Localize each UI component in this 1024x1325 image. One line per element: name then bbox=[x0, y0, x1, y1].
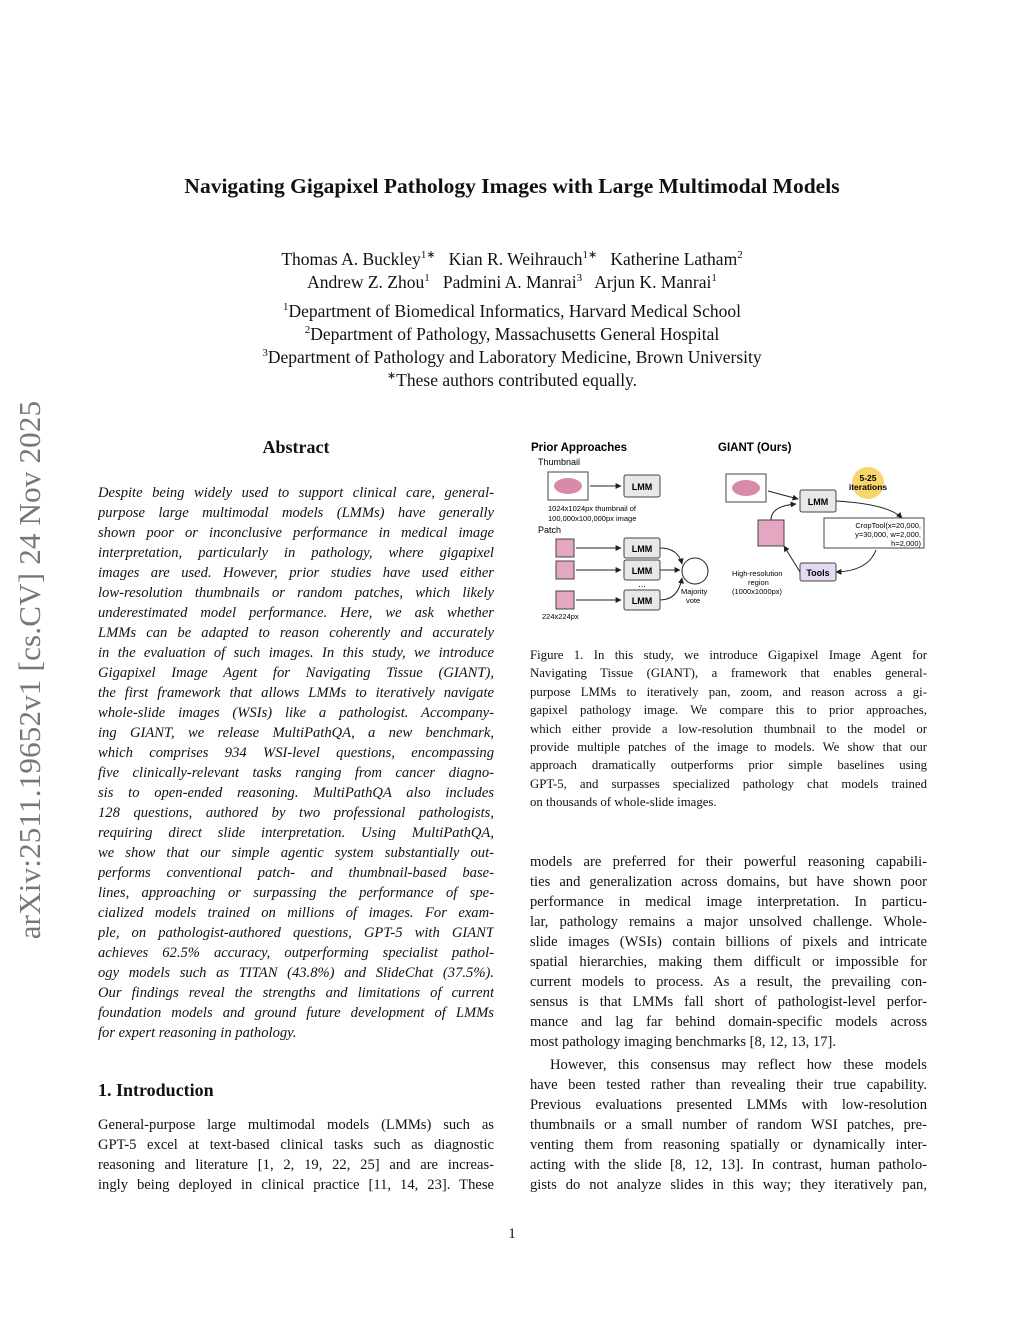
text-line: lar, pathology remains a major unsolved challenge. Whole- bbox=[530, 914, 927, 930]
text-line: current models to process. As a result, the prevailing con- bbox=[530, 974, 927, 990]
author: Andrew Z. Zhou bbox=[307, 272, 425, 292]
patch-image bbox=[556, 591, 574, 609]
text-line: gapixel pathology image. We compare this to prior approaches, bbox=[530, 703, 927, 718]
text-line: GPT-5, and surpasses specialized pathology chat models trained bbox=[530, 776, 927, 791]
hires-label-1: High-resolution bbox=[732, 569, 783, 578]
arxiv-stamp-text: arXiv:2511.19652v1 [cs.CV] 24 Nov 2025 bbox=[12, 400, 47, 940]
text-line: requiring direct slide interpretation. Using MultiPathQA, bbox=[98, 825, 494, 841]
text-line: Figure 1. In this study, we introduce Gigapixel Image Agent for bbox=[530, 648, 927, 662]
affiliation bbox=[0, 346, 1024, 369]
text-line: achieves 62.5% accuracy, outperforming specialist pathol- bbox=[98, 945, 494, 961]
text-line: purpose LMMs to iteratively pan, zoom, and reason across a gi- bbox=[530, 684, 927, 699]
text-line: ing GIANT, we release MultiPathQA, a new benchmark, bbox=[98, 725, 494, 741]
text-line: mance and lag far behind domain-specific models across bbox=[530, 1014, 927, 1030]
text-line: Gigapixel Image Agent for Navigating Tissue (GIANT), bbox=[98, 665, 494, 681]
text-line: ties and generalization across domains, but have shown poor bbox=[530, 874, 927, 890]
affiliations bbox=[0, 300, 1024, 392]
iterations-count: 5-25 bbox=[859, 473, 877, 483]
affiliation bbox=[0, 300, 1024, 323]
tools-label: Tools bbox=[806, 568, 830, 578]
majority-label-2: vote bbox=[686, 596, 701, 605]
lmm-label: LMM bbox=[631, 482, 653, 492]
abstract-heading: Abstract bbox=[262, 437, 330, 457]
affil-text: Department of Pathology, Massachusetts General Hospital bbox=[310, 324, 720, 344]
text-line: ogy models such as TITAN (43.8%) and SlideChat (37.5%). bbox=[98, 965, 494, 981]
tissue-icon bbox=[554, 478, 582, 494]
text-line: Navigating Tissue (GIANT), a framework that enables general- bbox=[530, 666, 927, 681]
affil-text: Department of Pathology and Laboratory Medicine, Brown University bbox=[267, 347, 762, 367]
text-line: Our findings reveal the strengths and limitations of current bbox=[98, 985, 494, 1001]
text-line: Previous evaluations presented LMMs with low-resolution bbox=[530, 1097, 927, 1113]
lmm-label: LMM bbox=[807, 497, 829, 507]
text-line: shown poor or inconclusive performance in medical image bbox=[98, 525, 494, 541]
prior-approaches-label: Prior Approaches bbox=[531, 442, 628, 454]
thumb-desc-1: 1024x1024px thumbnail of bbox=[548, 504, 636, 513]
lmm-label: LMM bbox=[631, 596, 653, 606]
text-line: which either provide a low-resolution thumbnail to the model or bbox=[530, 721, 927, 736]
text-line: interpretation, particularly in pathology, where gigapixel bbox=[98, 545, 494, 561]
text-line: performance in medical image interpretation. In particu- bbox=[530, 894, 927, 910]
text-line: GPT-5 excel at text-based clinical tasks such as diagnostic bbox=[98, 1137, 494, 1153]
text-line: in the evaluation of such images. In this study, we introduce bbox=[98, 645, 494, 661]
text-line: 128 questions, authored by two professional pathologists, bbox=[98, 805, 494, 821]
text-line: approach dramatically outperforms prior simple baselines using bbox=[530, 758, 927, 773]
croptool-line-2: y=30,000, w=2,000, bbox=[855, 530, 921, 539]
intro-heading: 1. Introduction bbox=[98, 1080, 214, 1100]
author-line-1 bbox=[0, 248, 1024, 271]
text-line: reasoning and literature [1, 2, 19, 22, 25] and are increas- bbox=[98, 1157, 494, 1173]
croptool-line-1: CropTool(x=20,000, bbox=[855, 521, 921, 530]
author: Kian R. Weihrauch bbox=[448, 249, 583, 269]
text-line: slide images (WSIs) contain billions of pixels and intricate bbox=[530, 934, 927, 950]
giant-label: GIANT (Ours) bbox=[718, 442, 792, 454]
text-line: have been tested rather than revealing their true capability. bbox=[530, 1077, 927, 1093]
patch-size-label: 224x224px bbox=[542, 612, 579, 621]
author-line-2 bbox=[0, 271, 1024, 294]
text-line: images are used. However, prior studies have used either bbox=[98, 565, 494, 581]
paper-title: Navigating Gigapixel Pathology Images with Large Multimodal Models bbox=[184, 174, 840, 198]
text-line: models are preferred for their powerful reasoning capabili- bbox=[530, 854, 927, 870]
text-line: foundation models and ground future development of LMMs bbox=[98, 1005, 494, 1021]
text-line: underestimated model performance. Here, we ask whether bbox=[98, 605, 494, 621]
author-list bbox=[0, 248, 1024, 294]
text-line: sensus is that LMMs fall short of pathologist-level perfor- bbox=[530, 994, 927, 1010]
author: Katherine Latham bbox=[610, 249, 738, 269]
patch-label: Patch bbox=[538, 525, 562, 535]
abstract-body bbox=[98, 483, 494, 1043]
affil-text: Department of Biomedical Informatics, Harvard Medical School bbox=[288, 301, 741, 321]
high-res-region-image bbox=[758, 520, 784, 546]
text-line: for expert reasoning in pathology. bbox=[98, 1025, 297, 1041]
intro-body bbox=[98, 1115, 494, 1195]
text-line: which comprises 934 WSI-level questions, encompassing bbox=[98, 745, 494, 761]
patch-image bbox=[556, 539, 574, 557]
author-sup: 1∗ bbox=[420, 249, 436, 262]
text-line: General-purpose large multimodal models (LMMs) such as bbox=[98, 1117, 494, 1133]
croptool-line-3: h=2,000) bbox=[891, 539, 921, 548]
text-line: performs conventional patch- and thumbnail-based base- bbox=[98, 865, 494, 881]
text-line: on thousands of whole-slide images. bbox=[530, 795, 717, 810]
text-line: provide multiple patches of the image to models. We show that our bbox=[530, 739, 927, 754]
text-line: ple, on pathologist-authored questions, GPT-5 with GIANT bbox=[98, 925, 494, 941]
majority-label-1: Majority bbox=[681, 587, 708, 596]
text-line: thumbnails or a small number of random WSI patches, pre- bbox=[530, 1117, 927, 1133]
author-sup: 3 bbox=[576, 272, 583, 285]
text-line: cialized models trained on millions of images. For exam- bbox=[98, 905, 494, 921]
text-line: lines, approaching or surpassing the performance of spe- bbox=[98, 885, 494, 901]
affil-text: These authors contributed equally. bbox=[396, 370, 638, 390]
affil-sup: 2 bbox=[304, 324, 311, 337]
right-col-paragraph-1 bbox=[530, 852, 927, 1052]
affil-sup: 1 bbox=[283, 301, 289, 314]
text-line: LMMs can be adapted to reason coherently and accurately bbox=[98, 625, 494, 641]
affil-sup: ∗ bbox=[386, 370, 397, 383]
author-sup: 1∗ bbox=[582, 249, 598, 262]
affil-sup: 3 bbox=[262, 347, 268, 360]
text-line: the first framework that allows LMMs to iteratively navigate bbox=[98, 685, 494, 701]
arxiv-stamp bbox=[0, 375, 60, 965]
text-line: we show that our simple agentic system substantially out- bbox=[98, 845, 494, 861]
author: Thomas A. Buckley bbox=[281, 249, 421, 269]
lmm-label: LMM bbox=[631, 566, 653, 576]
text-line: venting them from reasoning spatially or dynamically inter- bbox=[530, 1137, 927, 1153]
author: Padmini A. Manrai bbox=[442, 272, 577, 292]
author-sup: 1 bbox=[711, 272, 717, 285]
right-col-paragraph-2 bbox=[530, 1055, 927, 1195]
text-line: purpose large multimodal models (LMMs) have generally bbox=[98, 505, 494, 521]
author-sup: 1 bbox=[424, 272, 430, 285]
affiliation bbox=[0, 323, 1024, 346]
text-line: sis to open-ended reasoning. MultiPathQA also includes bbox=[98, 785, 494, 801]
figure-1 bbox=[528, 436, 930, 636]
thumb-desc-2: 100,000x100,000px image bbox=[548, 514, 637, 523]
tissue-icon bbox=[732, 480, 760, 496]
text-line: ingly being deployed in clinical practice [11, 14, 23]. These bbox=[98, 1177, 494, 1193]
hires-label-2: region bbox=[748, 578, 769, 587]
majority-vote-circle bbox=[682, 558, 708, 584]
figure-caption bbox=[530, 646, 927, 812]
text-line: However, this consensus may reflect how these models bbox=[550, 1057, 927, 1073]
text-line: Despite being widely used to support clinical care, general- bbox=[98, 485, 494, 501]
text-line: low-resolution thumbnails or random patches, which likely bbox=[98, 585, 494, 601]
hires-label-3: (1000x1000px) bbox=[732, 587, 783, 596]
text-line: most pathology imaging benchmarks [8, 12, 13, 17]. bbox=[530, 1034, 837, 1050]
text-line: five clinically-relevant tasks ranging from cancer diagno- bbox=[98, 765, 494, 781]
author-sup: 2 bbox=[737, 249, 743, 262]
ellipsis: ... bbox=[638, 579, 646, 589]
author: Arjun K. Manrai bbox=[594, 272, 712, 292]
text-line: acting with the slide [8, 12, 13]. In contrast, human patholo- bbox=[530, 1157, 927, 1173]
lmm-label: LMM bbox=[631, 544, 653, 554]
text-line: whole-slide images (WSIs) like a pathologist. Accompany- bbox=[98, 705, 494, 721]
iterations-label: iterations bbox=[848, 482, 888, 492]
patch-image bbox=[556, 561, 574, 579]
thumbnail-label: Thumbnail bbox=[538, 457, 581, 467]
affiliation bbox=[0, 369, 1024, 392]
page-number: 1 bbox=[508, 1226, 516, 1242]
text-line: spatial hierarchies, making them difficult or impossible for bbox=[530, 954, 927, 970]
text-line: gists do not analyze slides in this way; they iteratively pan, bbox=[530, 1177, 927, 1193]
